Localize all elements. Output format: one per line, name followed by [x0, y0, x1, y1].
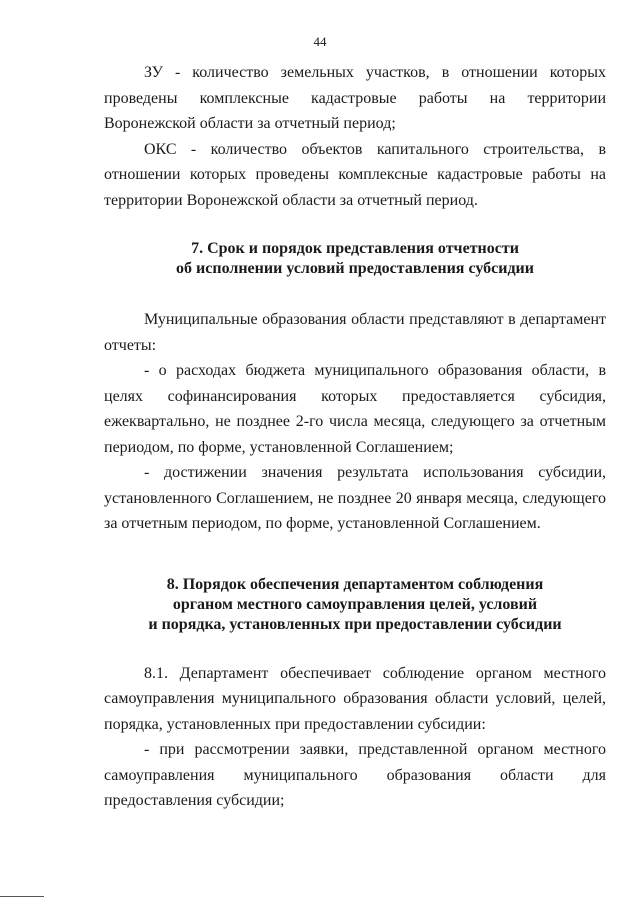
section-8-heading-line-3: и порядка, установленных при предоставлении субсидии [148, 615, 562, 633]
section-8-heading-line-1: 8. Порядок обеспечения департаментом соблюдения [166, 575, 544, 593]
section-7-heading [104, 239, 606, 279]
section-8-heading [104, 575, 606, 635]
section-7-heading-line-1: 7. Срок и порядок представления отчетности [191, 240, 519, 257]
section-8-heading-line-2: органом местного самоуправления целей, условий [172, 595, 538, 613]
section-7-paragraph-3: - достижении значения результата использования субсидии, установленного Соглашением, не позднее 20 января месяца, следующего за отчетным периодом, по форме, установленной Соглашением. [104, 464, 606, 532]
footer-rule [0, 896, 44, 897]
section-8-paragraph-2: - при рассмотрении заявки, представленной органом местного самоуправления муниципального образования области для предоставления субсидии; [104, 741, 606, 809]
page-number: 44 [313, 34, 327, 49]
section-7-paragraph-1: Муниципальные образования области представляют в департамент отчеты: [104, 311, 606, 354]
paragraph-zu: ЗУ - количество земельных участков, в отношении которых проведены комплексные кадастровые работы на территории Воронежской области за отчетный период; [104, 64, 606, 132]
section-7-heading-line-2: об исполнении условий предоставления субсидии [176, 260, 534, 277]
paragraph-oks: ОКС - количество объектов капитального строительства, в отношении которых проведены комплексные кадастровые работы на территории Воронежской области за отчетный период. [104, 140, 606, 209]
document-body [104, 60, 606, 814]
section-7-paragraph-2: - о расходах бюджета муниципального образования области, в целях софинансирования которых предоставляется субсидия, ежеквартально, не позднее 2-го числа месяца, следующего за отчетным периодом, по форме, установленной Соглашением; [104, 362, 606, 456]
section-8-paragraph-1: 8.1. Департамент обеспечивает соблюдение органом местного самоуправления муниципального образования области условий, целей, порядка, установленных при предоставлении субсидии: [104, 664, 606, 733]
